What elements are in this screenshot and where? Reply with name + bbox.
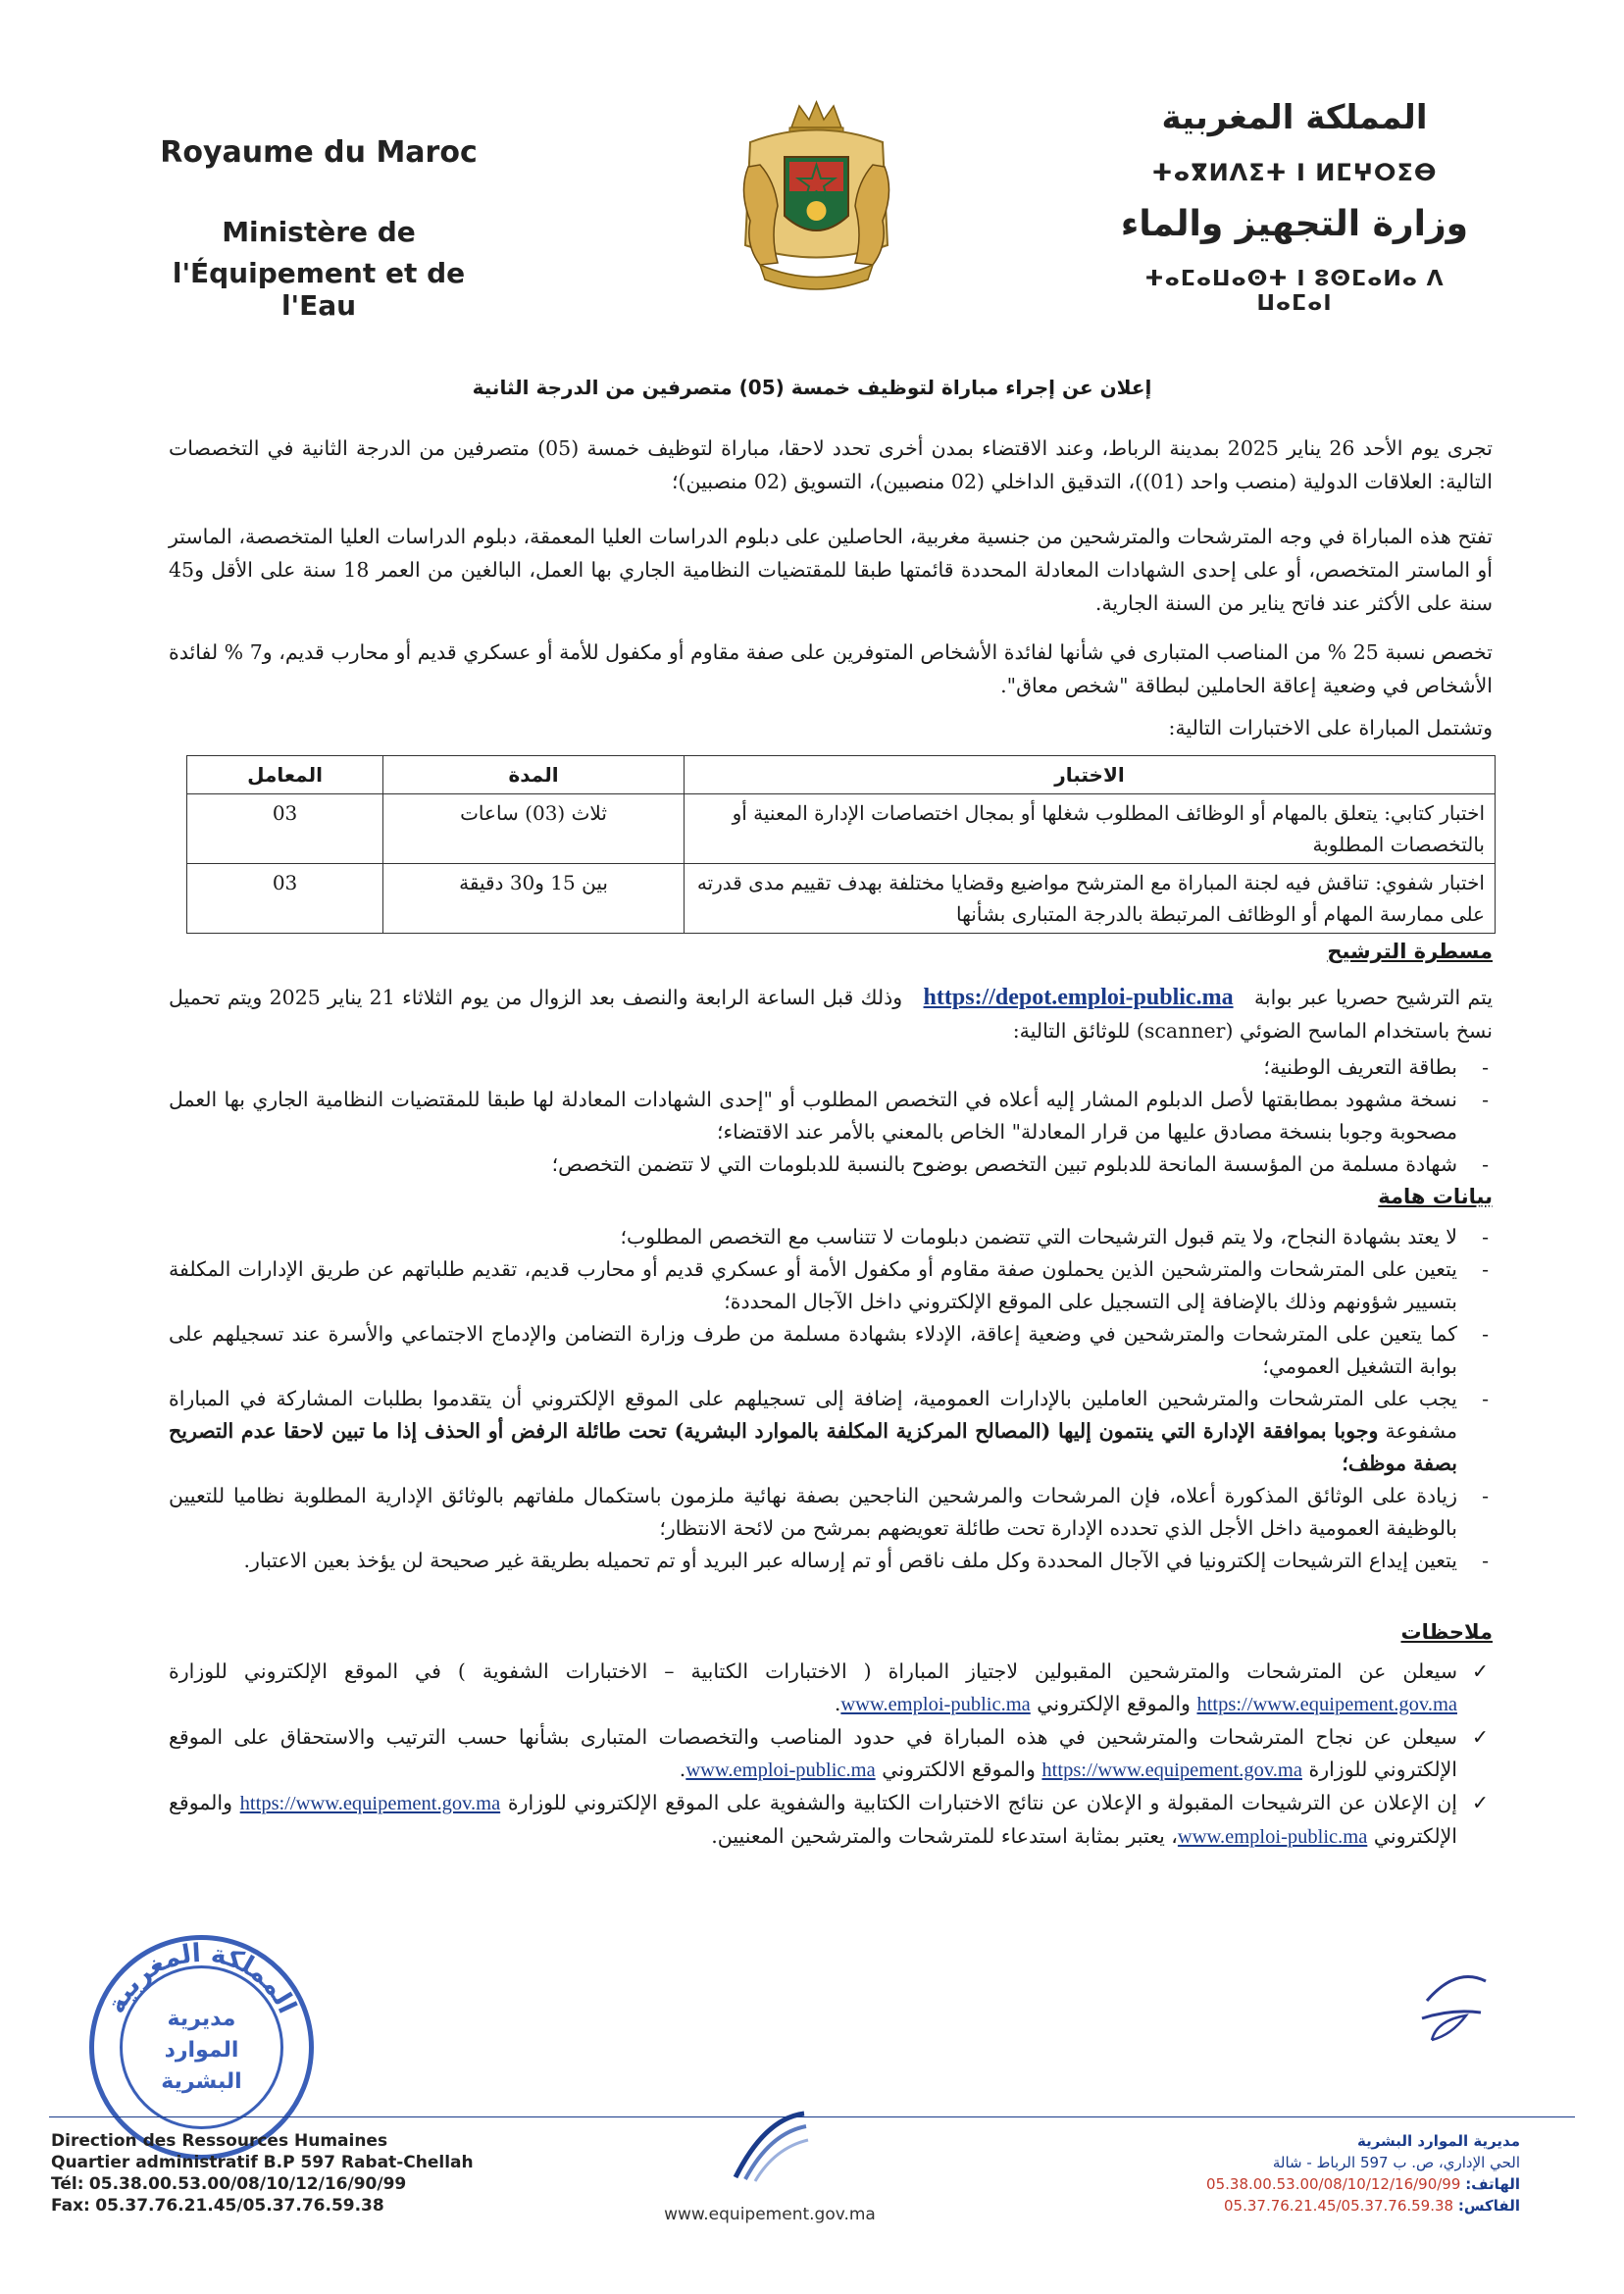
table-header-exam: الاختبار — [684, 756, 1495, 794]
footer-ar-tel: 05.38.00.53.00/08/10/12/16/90/99 — [1206, 2175, 1461, 2193]
list-item: - شهادة مسلمة من المؤسسة المانحة للدبلوم تبين التخصص بوضوح بالنسبة للدبلومات التي لا تتضمن التخصص؛ — [551, 1152, 1489, 1176]
table-header-row — [187, 756, 1496, 794]
ministry-website-link[interactable]: https://www.equipement.gov.ma — [239, 1793, 501, 1814]
footer-address-fr — [51, 2130, 561, 2217]
list-item-text: يتعين على المترشحات والمترشحين الذين يحملون صفة مقاوم أو مكفول الأمة أو عسكري قديم أو محارب قديم، تقديم طلباتهم عن طريق الإدارات المكلفة بتسيير شؤونهم وذلك بالإضافة إلى التسجيل على الموقع الإلكتروني داخل الآجال المحددة؛ — [169, 1257, 1457, 1313]
list-item-text: لا يعتد بشهادة النجاح، ولا يتم قبول الترشيحات التي تتضمن دبلومات لا تتناسب مع التخصص المطلوب؛ — [620, 1225, 1457, 1249]
list-item-end: . — [834, 1692, 841, 1715]
application-portal-link[interactable]: https://depot.emploi-public.ma — [923, 985, 1234, 1010]
important-heading: بيانات هامة — [1378, 1185, 1493, 1208]
table-cell-coef: 03 — [187, 864, 383, 934]
important-list — [169, 1221, 1493, 1577]
notes-list — [169, 1656, 1493, 1854]
list-item-text: زيادة على الوثائق المذكورة أعلاه، فإن المرشحات والمرشحين الناجحين بصفة نهائية ملزمون باستكمال ملفاتهم بالوثائق الإدارية المطلوبة نظاميا للتعيين بالوظيفة العمومية داخل الأجل الذي تحدده الإدارة تحت طائلة تعويضهم بمرشح من لائحة الانتظار؛ — [169, 1484, 1457, 1540]
application-text-before: يتم الترشيح حصريا عبر بوابة — [1253, 986, 1494, 1009]
list-item: - يجب على المترشحات والمترشحين العاملين بالإدارات العمومية، إضافة إلى تسجيلهم على الموقع الإلكتروني أن يتقدموا بطلبات المشاركة في المباراة مشفوعة وجوبا بموافقة الإدارة التي ينتمون إليها (المصالح المركزية المكلفة بالموارد البشرية) تحت طائلة الرفض أو الحذف إذا ما تبين لاحقا عدم التصريح بصفة موظف؛ — [169, 1387, 1489, 1475]
list-item-text: والموقع الإلكتروني — [169, 1791, 1457, 1848]
list-item: - يتعين على المترشحات والمترشحين الذين يحملون صفة مقاوم أو مكفول الأمة أو عسكري قديم أو محارب قديم، تقديم طلباتهم عن طريق الإدارات المكلفة بتسيير شؤونهم وذلك بالإضافة إلى التسجيل على الموقع الإلكتروني داخل الآجال المحددة؛ — [169, 1257, 1489, 1313]
footer-fr-tel: 05.38.00.53.00/08/10/12/16/90/99 — [88, 2174, 407, 2194]
list-item-text: سيعلن عن المترشحات والمترشحين المقبولين لاجتياز المباراة ( الاختبارات الكتابية – الاختبارات الشفوية ) في الموقع الإلكتروني للوزارة — [169, 1659, 1457, 1683]
header-fr-ministry-line2: l'Équipement et de l'Eau — [172, 257, 466, 322]
check-icon: ✓ — [1471, 1725, 1489, 1749]
list-item-text: يجب على المترشحات والمترشحين العاملين بالإدارات العمومية، إضافة إلى تسجيلهم على الموقع الإلكتروني أن يتقدموا بطلبات المشاركة في المباراة مشفوعة — [169, 1387, 1457, 1443]
emploi-public-link[interactable]: www.emploi-public.ma — [1177, 1826, 1368, 1848]
list-item: - بطاقة التعريف الوطنية؛ — [1263, 1055, 1489, 1079]
header-fr-ministry-line1: Ministère de — [222, 216, 416, 248]
table-cell-exam: اختبار شفوي: تناقش فيه لجنة المباراة مع المترشح مواضيع وقضايا مختلفة بهدف تقييم مدى قدرته على ممارسة المهام أو الوظائف المرتبطة بالدرجة المتبارى بشأنها — [684, 864, 1495, 934]
footer-ar-tel-label: الهاتف: — [1465, 2175, 1520, 2193]
intro-paragraph: تجرى يوم الأحد 26 يناير 2025 بمدينة الرباط، وعند الاقتضاء بمدن أخرى تحدد لاحقا، مباراة لتوظيف خمسة (05) متصرفين من الدرجة الثانية في التخصصات التالية: العلاقات الدولية (منصب واحد (01))، التدقيق الداخلي (02 منصبين)، التسويق (02 منصبين)؛ — [169, 436, 1493, 493]
footer-ar-fax-label: الفاكس: — [1457, 2197, 1520, 2215]
application-docs-list — [169, 1051, 1493, 1181]
list-item: - يتعين إيداع الترشيحات إلكترونيا في الآجال المحددة وكل ملف ناقص أو تم إرساله عبر البريد أو تم تحميله بطريقة غير صحيحة لن يؤخذ بعين الاعتبار. — [243, 1549, 1489, 1572]
list-item: - زيادة على الوثائق المذكورة أعلاه، فإن المرشحات والمرشحين الناجحين بصفة نهائية ملزمون باستكمال ملفاتهم بالوثائق الإدارية المطلوبة نظاميا للتعيين بالوظيفة العمومية داخل الأجل الذي تحدده الإدارة تحت طائلة تعويضهم بمرشح من لائحة الانتظار؛ — [169, 1484, 1489, 1540]
stamp-line2: الموارد — [164, 2038, 239, 2063]
header-tifinagh-ministry: ⵜⴰⵎⴰⵡⴰⵙⵜ ⵏ ⵓⵙⵎⴰⵍⴰ ⴷ ⵡⴰⵎⴰⵏ — [1144, 267, 1445, 316]
footer-ar-fax: 05.37.76.21.45/05.37.76.59.38 — [1224, 2197, 1454, 2215]
ministry-logo-icon — [726, 2109, 814, 2187]
footer-ar-address: الحي الإداري، ص. ب 597 الرباط - شالة — [1272, 2154, 1520, 2171]
coat-of-arms-emblem — [731, 98, 902, 294]
notes-heading: ملاحظات — [1400, 1620, 1493, 1644]
table-header-duration: المدة — [383, 756, 685, 794]
exams-table — [186, 755, 1496, 934]
emploi-public-link[interactable]: www.emploi-public.ma — [685, 1759, 876, 1781]
list-item-text: نسخة مشهود بمطابقتها لأصل الدبلوم المشار إليه أعلاه في التخصص المطلوب أو "إحدى الشهادات المعادلة لها طبقا للمقتضيات النظامية الجاري بها العمل مصحوبة وجوبا بنسخة مصادق عليها من قرار المعادلة" الخاص بالمعني بالأمر عند الاقتضاء؛ — [169, 1088, 1457, 1144]
list-item-text: سيعلن عن نجاح المترشحات والمترشحين في هذه المباراة في حدود المناصب والتخصصات المتبارى بشأنها حسب الترتيب والاستحقاق على الموقع الإلكتروني للوزارة — [169, 1725, 1457, 1781]
list-item-text: بطاقة التعريف الوطنية؛ — [1263, 1055, 1457, 1079]
list-item-text: شهادة مسلمة من المؤسسة المانحة للدبلوم تبين التخصص بوضوح بالنسبة للدبلومات التي لا تتضمن التخصص؛ — [551, 1152, 1457, 1176]
header-tifinagh-kingdom: ⵜⴰⴳⵍⴷⵉⵜ ⵏ ⵍⵎⵖⵔⵉⴱ — [1151, 159, 1438, 186]
check-icon: ✓ — [1471, 1659, 1489, 1683]
table-cell-coef: 03 — [187, 794, 383, 864]
table-header-coef: المعامل — [187, 756, 383, 794]
footer-fr-dept: Direction des Ressources Humaines — [51, 2131, 388, 2151]
application-paragraph — [169, 981, 1493, 1047]
stamp-outer-text: المملكة المغربية — [101, 1938, 302, 2018]
check-icon: ✓ — [1471, 1791, 1489, 1814]
ministry-website-link[interactable]: https://www.equipement.gov.ma — [1196, 1694, 1457, 1715]
list-item: - كما يتعين على المترشحات والمترشحين في وضعية إعاقة، الإدلاء بشهادة مسلمة من طرف وزارة التضامن والإدماج الاجتماعي والأسرة عند تسجيلهم على بوابة التشغيل العمومي؛ — [169, 1322, 1489, 1378]
list-item: - لا يعتد بشهادة النجاح، ولا يتم قبول الترشيحات التي تتضمن دبلومات لا تتناسب مع التخصص المطلوب؛ — [620, 1225, 1489, 1249]
list-item-end: ، يعتبر بمثابة استدعاء للمترشحات والمترشحين المعنيين. — [711, 1824, 1178, 1848]
list-item: - نسخة مشهود بمطابقتها لأصل الدبلوم المشار إليه أعلاه في التخصص المطلوب أو "إحدى الشهادات المعادلة لها طبقا للمقتضيات النظامية الجاري بها العمل مصحوبة وجوبا بنسخة مصادق عليها من قرار المعادلة" الخاص بالمعني بالأمر عند الاقتضاء؛ — [169, 1088, 1489, 1144]
exams-intro: وتشتمل المباراة على الاختبارات التالية: — [1168, 716, 1493, 739]
table-cell-duration: ثلاث (03) ساعات — [383, 794, 685, 864]
list-item-bold-text: وجوبا بموافقة الإدارة التي ينتمون إليها (المصالح المركزية المكلفة بالموارد البشرية) تحت طائلة الرفض أو الحذف إذا ما تبين لاحقا عدم التصريح بصفة موظف؛ — [169, 1419, 1457, 1475]
list-item — [169, 1787, 1493, 1854]
footer-fr-fax: 05.37.76.21.45/05.37.76.59.38 — [95, 2196, 384, 2216]
application-heading: مسطرة الترشيح — [1327, 940, 1493, 963]
list-item — [169, 1721, 1493, 1787]
footer-address-ar — [1108, 2130, 1520, 2217]
quota-paragraph: تخصص نسبة 25 % من المناصب المتبارى في شأنها لفائدة الأشخاص المتوفرين على صفة مقاوم أو مكفول للأمة أو عسكري قديم أو محارب قديم، و7 % لفائدة الأشخاص في وضعية إعاقة الحاملين لبطاقة "شخص معاق". — [169, 640, 1493, 697]
list-item-text: إن الإعلان عن الترشيحات المقبولة و الإعلان عن نتائج الاختبارات الكتابية والشفوية على الموقع الإلكتروني للوزارة — [507, 1791, 1457, 1814]
footer-fr-fax-label: Fax: — [51, 2196, 90, 2216]
emploi-public-link[interactable]: www.emploi-public.ma — [840, 1694, 1031, 1715]
header-fr-kingdom: Royaume du Maroc — [160, 135, 478, 170]
ministry-website-link[interactable]: https://www.equipement.gov.ma — [1041, 1759, 1302, 1781]
footer-ar-dept: مديرية الموارد البشرية — [1356, 2132, 1520, 2150]
list-item — [169, 1656, 1493, 1721]
header-ar-ministry: وزارة التجهيز والماء — [1120, 204, 1469, 244]
stamp-line1: مديرية — [167, 2007, 236, 2031]
footer-fr-address: Quartier administratif B.P 597 Rabat-Chellah — [51, 2153, 474, 2172]
list-item-text: كما يتعين على المترشحات والمترشحين في وضعية إعاقة، الإدلاء بشهادة مسلمة من طرف وزارة التضامن والإدماج الاجتماعي والأسرة عند تسجيلهم على بوابة التشغيل العمومي؛ — [169, 1322, 1457, 1378]
list-item-text: يتعين إيداع الترشيحات إلكترونيا في الآجال المحددة وكل ملف ناقص أو تم إرساله عبر البريد أو تم تحميله بطريقة غير صحيحة لن يؤخذ بعين الاعتبار. — [243, 1549, 1457, 1572]
table-cell-duration: بين 15 و30 دقيقة — [383, 864, 685, 934]
list-item-text: والموقع الالكتروني — [882, 1758, 1036, 1781]
application-text-after: وذلك قبل الساعة الرابعة والنصف بعد الزوال من يوم الثلاثاء 21 يناير 2025 ويتم تحميل نسخ باستخدام الماسح الضوئي (scanner) للوثائق التالية: — [169, 986, 1493, 1043]
list-item-text: والموقع الإلكتروني — [1037, 1692, 1191, 1715]
table-row — [187, 794, 1496, 864]
stamp-line3: البشرية — [161, 2069, 242, 2094]
table-row — [187, 864, 1496, 934]
header-ar-kingdom: المملكة المغربية — [1161, 98, 1428, 137]
list-item-end: . — [679, 1758, 686, 1781]
official-stamp — [86, 1932, 317, 2163]
eligibility-paragraph: تفتح هذه المباراة في وجه المترشحات والمترشحين من جنسية مغربية، الحاصلين على دبلوم الدراسات العليا المعمقة، دبلوم الدراسات العليا المتخصصة، الماستر أو الماستر المتخصص، أو على إحدى الشهادات المعادلة المحددة قائمتها طبقا للمقتضيات النظامية الجاري بها العمل، البالغين من العمر 18 سنة على الأقل و45 سنة على الأكثر عند فاتح يناير من السنة الجارية. — [169, 525, 1493, 615]
footer-website[interactable]: www.equipement.gov.ma — [664, 2205, 876, 2224]
footer-fr-tel-label: Tél: — [51, 2174, 84, 2194]
table-cell-exam: اختبار كتابي: يتعلق بالمهام أو الوظائف المطلوب شغلها أو بمجال اختصاصات الإدارة المعنية أو بالتخصصات المطلوبة — [684, 794, 1495, 864]
signature-mark — [1412, 1962, 1500, 2050]
page-title: إعلان عن إجراء مباراة لتوظيف خمسة (05) متصرفين من الدرجة الثانية — [472, 376, 1152, 399]
